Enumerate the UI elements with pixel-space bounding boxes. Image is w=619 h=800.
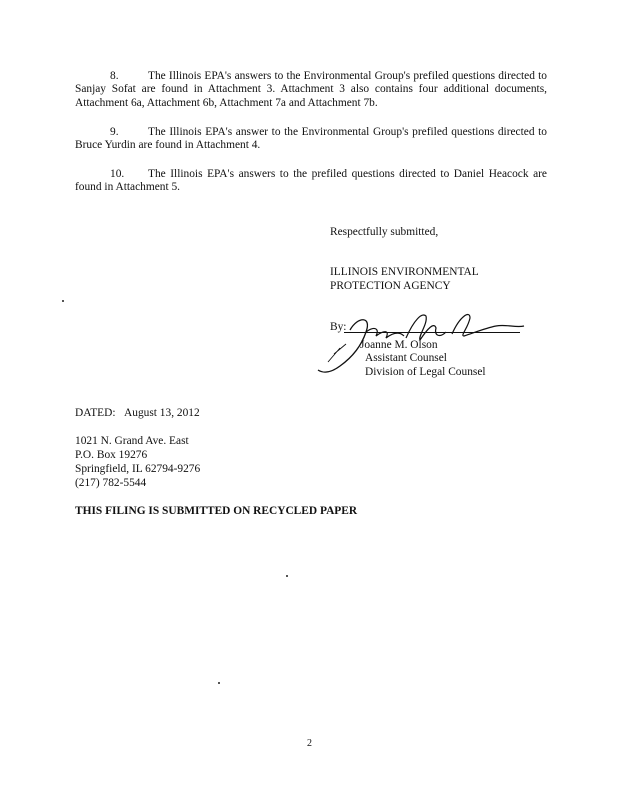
address-line-3: Springfield, IL 62794-9276 bbox=[75, 463, 201, 475]
paragraph-number: 8. bbox=[110, 70, 119, 82]
closing-text: Respectfully submitted, bbox=[330, 226, 439, 238]
scan-speck bbox=[218, 682, 220, 684]
signer-division: Division of Legal Counsel bbox=[365, 366, 486, 378]
signer-name: Joanne M. Olson bbox=[360, 339, 438, 351]
page-number: 2 bbox=[307, 738, 312, 749]
paragraph-10 bbox=[75, 168, 547, 195]
address-line-4: (217) 782-5544 bbox=[75, 477, 147, 489]
dated-label: DATED: bbox=[75, 407, 116, 419]
paragraph-number: 9. bbox=[110, 126, 119, 138]
address-line-1: 1021 N. Grand Ave. East bbox=[75, 435, 189, 447]
scan-speck bbox=[62, 300, 64, 302]
paragraph-text: The Illinois EPA's answers to the prefiled questions directed to Daniel Heacock are found in Attachment 5. bbox=[75, 168, 547, 194]
dated-value: August 13, 2012 bbox=[124, 407, 200, 419]
paragraph-8 bbox=[75, 70, 547, 110]
scan-speck bbox=[286, 575, 288, 577]
paragraph-text: The Illinois EPA's answer to the Environmental Group's prefiled questions directed to Bruce Yurdin are found in Attachment 4. bbox=[75, 126, 547, 152]
signer-title: Assistant Counsel bbox=[365, 352, 447, 364]
agency-line-2: PROTECTION AGENCY bbox=[330, 280, 451, 292]
recycled-paper-notice: THIS FILING IS SUBMITTED ON RECYCLED PAPER bbox=[75, 505, 358, 517]
paragraph-number: 10. bbox=[110, 168, 125, 180]
address-line-2: P.O. Box 19276 bbox=[75, 449, 148, 461]
paragraph-9 bbox=[75, 126, 547, 153]
dated-line bbox=[75, 407, 200, 420]
agency-line-1: ILLINOIS ENVIRONMENTAL bbox=[330, 266, 479, 278]
by-label: By: bbox=[330, 321, 347, 333]
paragraph-text: The Illinois EPA's answers to the Environmental Group's prefiled questions directed to Sanjay Sofat are found in Attachment 3. Attachment 3 also contains four additional documents, Attachment 6a, Attachment 6b, Attachment 7a and Attachment 7b. bbox=[75, 70, 547, 109]
